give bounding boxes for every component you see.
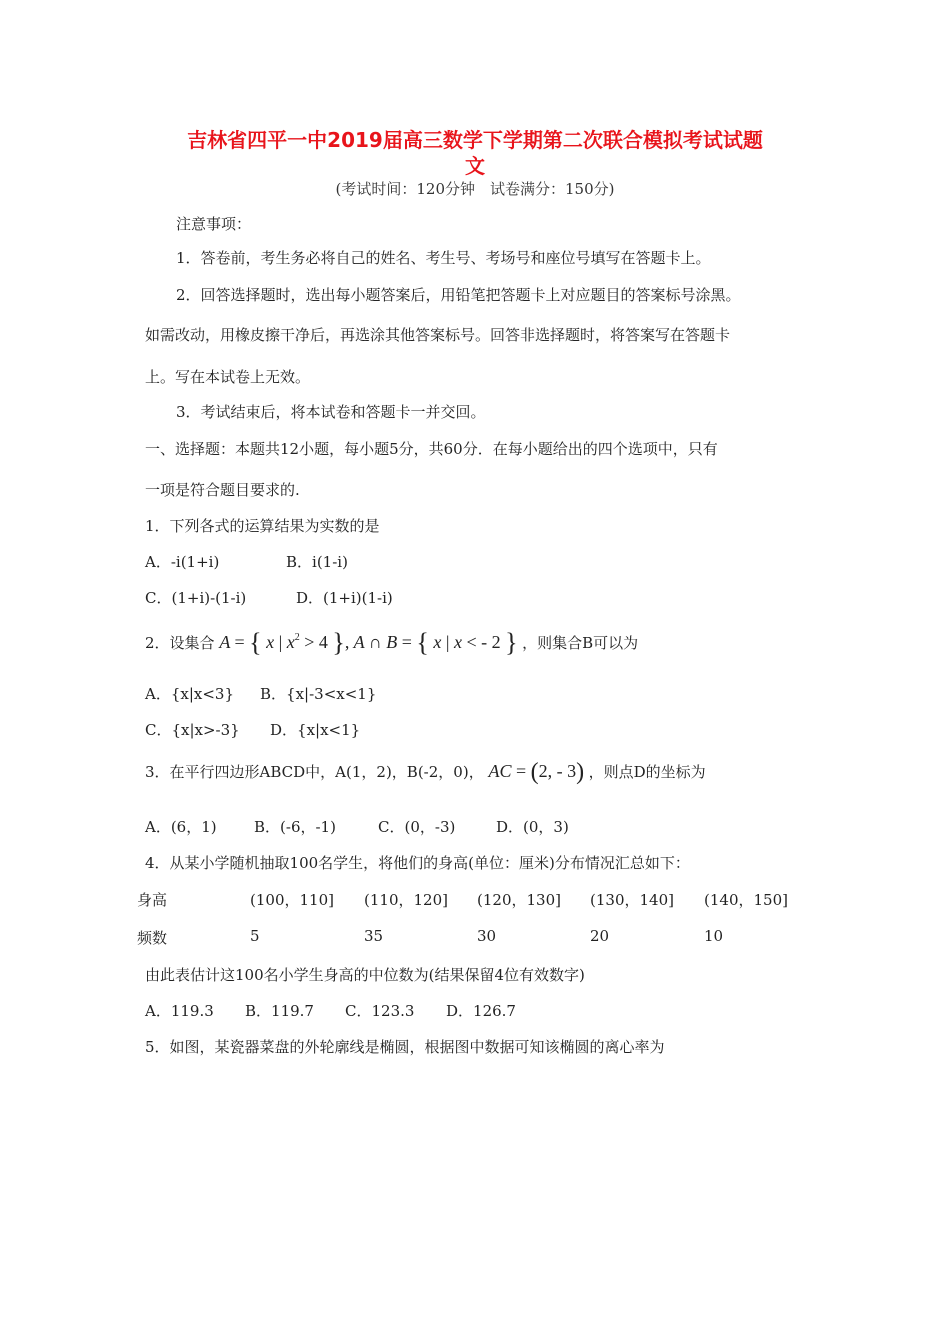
q2-m-AnB: A ∩ B: [353, 632, 398, 652]
q4-row1-cell-1: (100，110]: [250, 891, 334, 909]
q4-row1-cell-2: (110，120]: [364, 891, 448, 909]
q2-m-x2: x: [286, 632, 295, 652]
q2-m-x: x: [266, 632, 275, 652]
q3-option-d: D．(0，3): [496, 818, 569, 836]
q2-formula: [219, 628, 522, 657]
q2-m-sup: 2: [294, 632, 300, 643]
q5-stem: 5．如图，某瓷器菜盘的外轮廓线是椭圆，根据图中数据可知该椭圆的离心率为: [145, 1038, 665, 1056]
q2-m-A: A: [219, 632, 230, 652]
q2-stem-prefix: 2．设集合: [145, 634, 215, 652]
q3-option-a: A．(6，1): [145, 818, 217, 836]
q2-left-brace-2: {: [416, 628, 429, 657]
q2-m-comma: ,: [344, 632, 350, 652]
q3-m-vec: AC: [488, 761, 512, 781]
q4-row2-label: 频数: [137, 929, 168, 947]
q4-row2-cell-5: 10: [704, 927, 724, 945]
q4-row2-cell-3: 30: [477, 927, 497, 945]
q4-option-d: D．126.7: [446, 1002, 516, 1020]
q2-right-brace-2: }: [505, 628, 518, 657]
q3-stem: [145, 759, 706, 786]
notice-item-2-line3: 上。写在本试卷上无效。: [145, 368, 311, 386]
section1-line2: 一项是符合题目要求的.: [145, 481, 300, 499]
q2-m-bar2: |: [445, 632, 450, 652]
q4-row1-cell-5: (140，150]: [704, 891, 788, 909]
q2-m-lt: < - 2: [466, 632, 501, 652]
q4-row2-cell-1: 5: [250, 927, 260, 945]
q2-left-brace-1: {: [249, 628, 262, 657]
q3-right-paren: ): [576, 759, 585, 785]
q3-m-eq: =: [516, 761, 527, 781]
q2-stem-suffix: ，则集合B可以为: [522, 634, 639, 652]
notice-item-2-line2: 如需改动，用橡皮擦干净后，再选涂其他答案标号。回答非选择题时，将答案写在答题卡: [145, 326, 731, 344]
q1-option-a: A．-i(1+i): [145, 553, 220, 571]
q1-option-c: C．(1+i)-(1-i): [145, 589, 247, 607]
q2-option-c: C．{x|x>-3}: [145, 721, 240, 739]
q4-row2-cell-2: 35: [364, 927, 384, 945]
q2-m-eq2: =: [401, 632, 412, 652]
notice-item-2-line1: 2．回答选择题时，选出每小题答案后，用铅笔把答题卡上对应题目的答案标号涂黑。: [176, 286, 741, 304]
q3-option-b: B．(-6，-1): [254, 818, 336, 836]
q1-option-b: B．i(1-i): [286, 553, 348, 571]
q1-stem: 1．下列各式的运算结果为实数的是: [145, 517, 380, 535]
q1-option-d: D．(1+i)(1-i): [296, 589, 393, 607]
q4-follow: 由此表估计这100名小学生身高的中位数为(结果保留4位有效数字): [145, 966, 585, 984]
q2-m-bar: |: [278, 632, 283, 652]
doc-subtitle: (考试时间：120分钟 试卷满分：150分): [335, 180, 615, 198]
q3-stem-prefix: 3．在平行四边形ABCD中，A(1，2)，B(-2，0)，: [145, 763, 484, 781]
q2-m-gt: > 4: [304, 632, 328, 652]
q4-row1-cell-4: (130，140]: [590, 891, 674, 909]
q4-row1-label: 身高: [137, 891, 168, 909]
q2-m-x3: x: [433, 632, 442, 652]
notice-heading: 注意事项：: [176, 215, 252, 233]
q4-stem: 4．从某小学随机抽取100名学生，将他们的身高(单位：厘米)分布情况汇总如下：: [145, 854, 690, 872]
q2-right-brace-1: }: [332, 628, 345, 657]
q2-stem: [145, 628, 638, 658]
q2-option-a: A．{x|x<3}: [145, 685, 235, 703]
section1-line1: 一、选择题：本题共12小题，每小题5分，共60分．在每小题给出的四个选项中，只有: [145, 440, 718, 458]
q3-option-c: C．(0，-3): [378, 818, 456, 836]
doc-title-line2: 文: [465, 154, 485, 178]
q3-m-val: 2, - 3: [538, 761, 577, 781]
q3-left-paren: (: [530, 759, 539, 785]
q2-option-d: D．{x|x<1}: [270, 721, 361, 739]
q4-option-c: C．123.3: [345, 1002, 415, 1020]
q2-m-x4: x: [454, 632, 462, 652]
q4-option-a: A．119.3: [145, 1002, 214, 1020]
doc-title-line1: 吉林省四平一中2019届高三数学下学期第二次联合模拟考试试题: [187, 128, 763, 152]
q3-formula: [488, 759, 588, 785]
q4-row2-cell-4: 20: [590, 927, 610, 945]
q3-stem-suffix: ，则点D的坐标为: [588, 763, 706, 781]
notice-item-3: 3．考试结束后，将本试卷和答题卡一并交回。: [176, 403, 486, 421]
q2-option-b: B．{x|-3<x<1}: [260, 685, 377, 703]
q2-m-eq: =: [234, 632, 245, 652]
notice-item-1: 1．答卷前，考生务必将自己的姓名、考生号、考场号和座位号填写在答题卡上。: [176, 249, 711, 267]
q4-row1-cell-3: (120，130]: [477, 891, 561, 909]
q4-option-b: B．119.7: [245, 1002, 314, 1020]
